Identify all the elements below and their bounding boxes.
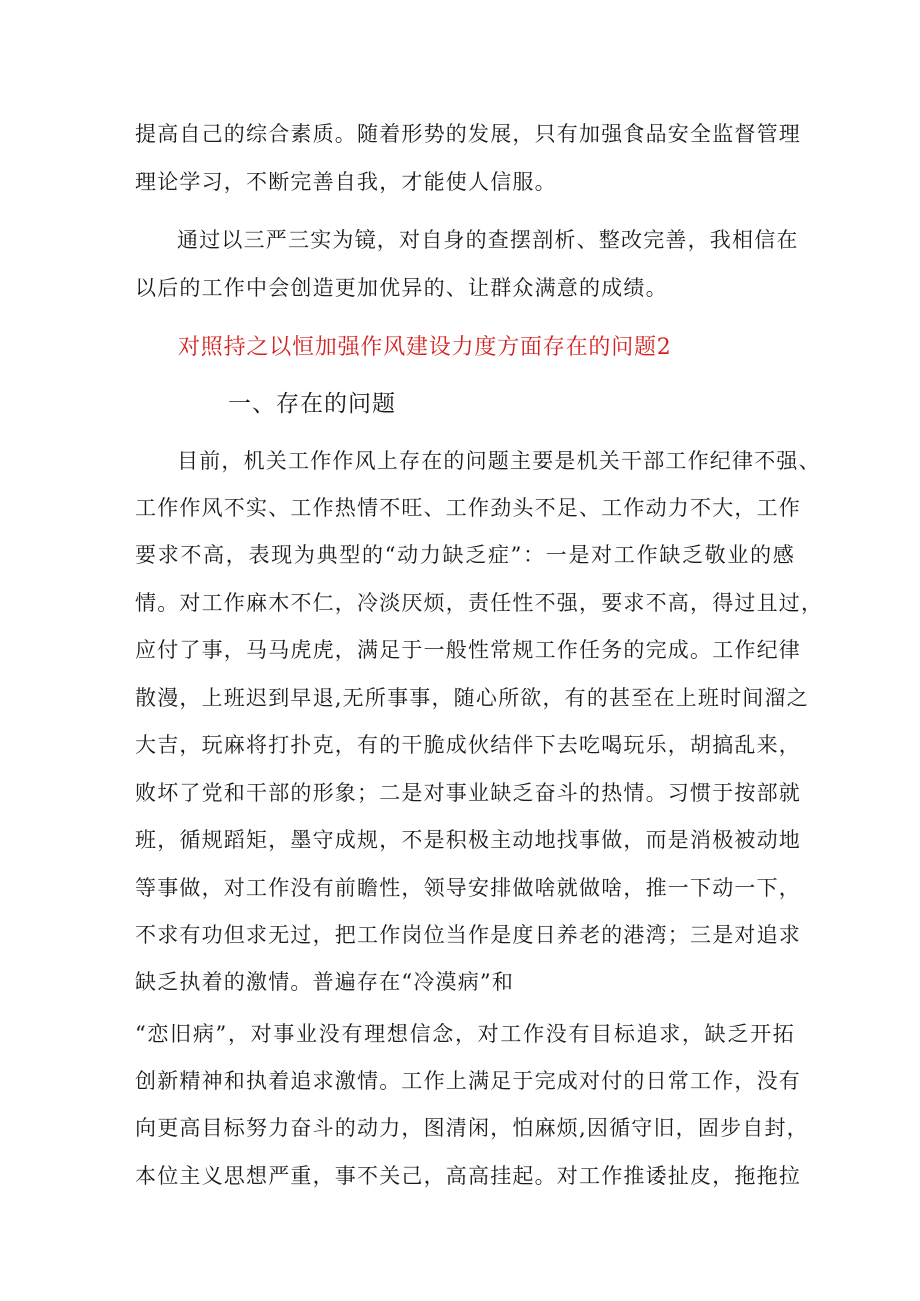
paragraph-line: 不求有功但求无过，把工作岗位当作是度日养老的港湾；三是对追求	[135, 923, 801, 947]
paragraph-line: 缺乏执着的激情。普遍存在“冷漠病”和	[135, 970, 515, 994]
paragraph-line: 要求不高，表现为典型的“动力缺乏症”：一是对工作缺乏敬业的感	[135, 543, 795, 567]
paragraph-line: 目前，机关工作作风上存在的问题主要是机关干部工作纪律不强、	[177, 449, 821, 473]
paragraph-line: 败坏了党和干部的形象；二是对事业缺乏奋斗的热情。习惯于按部就	[135, 781, 801, 805]
subsection-heading: 一、存在的问题	[228, 391, 396, 417]
paragraph-line: 情。对工作麻木不仁，冷淡厌烦，责任性不强，要求不高，得过且过，	[135, 591, 824, 615]
paragraph-line: 本位主义思想严重，事不关己，高高挂起。对工作推诿扯皮，拖拖拉	[135, 1164, 801, 1188]
paragraph-line: 创新精神和执着追求激情。工作上满足于完成对付的日常工作，没有	[135, 1069, 801, 1093]
paragraph-line: 大吉，玩麻将打扑克，有的干脆成伙结伴下去吃喝玩乐，胡搞乱来，	[135, 733, 801, 757]
paragraph-line: 应付了事，马马虎虎，满足于一般性常规工作任务的完成。工作纪律	[135, 638, 801, 662]
paragraph-line: 班，循规蹈矩，墨守成规，不是积极主动地找事做，而是消极被动地	[135, 828, 801, 852]
paragraph-line: 散漫，上班迟到早退,无所事事，随心所欲，有的甚至在上班时间溜之	[135, 686, 809, 710]
paragraph-line: “恋旧病”，对事业没有理想信念，对工作没有目标追求，缺乏开拓	[135, 1022, 795, 1046]
paragraph-line: 向更高目标努力奋斗的动力，图清闲，怕麻烦,因循守旧，固步自封，	[135, 1116, 809, 1140]
paragraph-line: 以后的工作中会创造更加优异的、让群众满意的成绩。	[135, 276, 668, 300]
paragraph-line: 等事做，对工作没有前瞻性，领导安排做啥就做啥，推一下动一下，	[135, 876, 801, 900]
paragraph-line: 工作作风不实、工作热情不旺、工作劲头不足、工作动力不大，工作	[135, 496, 801, 520]
paragraph-line: 提高自己的综合素质。随着形势的发展，只有加强食品安全监督管理	[135, 122, 801, 146]
paragraph-line: 通过以三严三实为镜，对自身的查摆剖析、整改完善，我相信在	[177, 228, 799, 252]
paragraph-line: 理论学习，不断完善自我，才能使人信服。	[135, 170, 557, 194]
section-heading: 对照持之以恒加强作风建设力度方面存在的问题2	[178, 335, 672, 360]
